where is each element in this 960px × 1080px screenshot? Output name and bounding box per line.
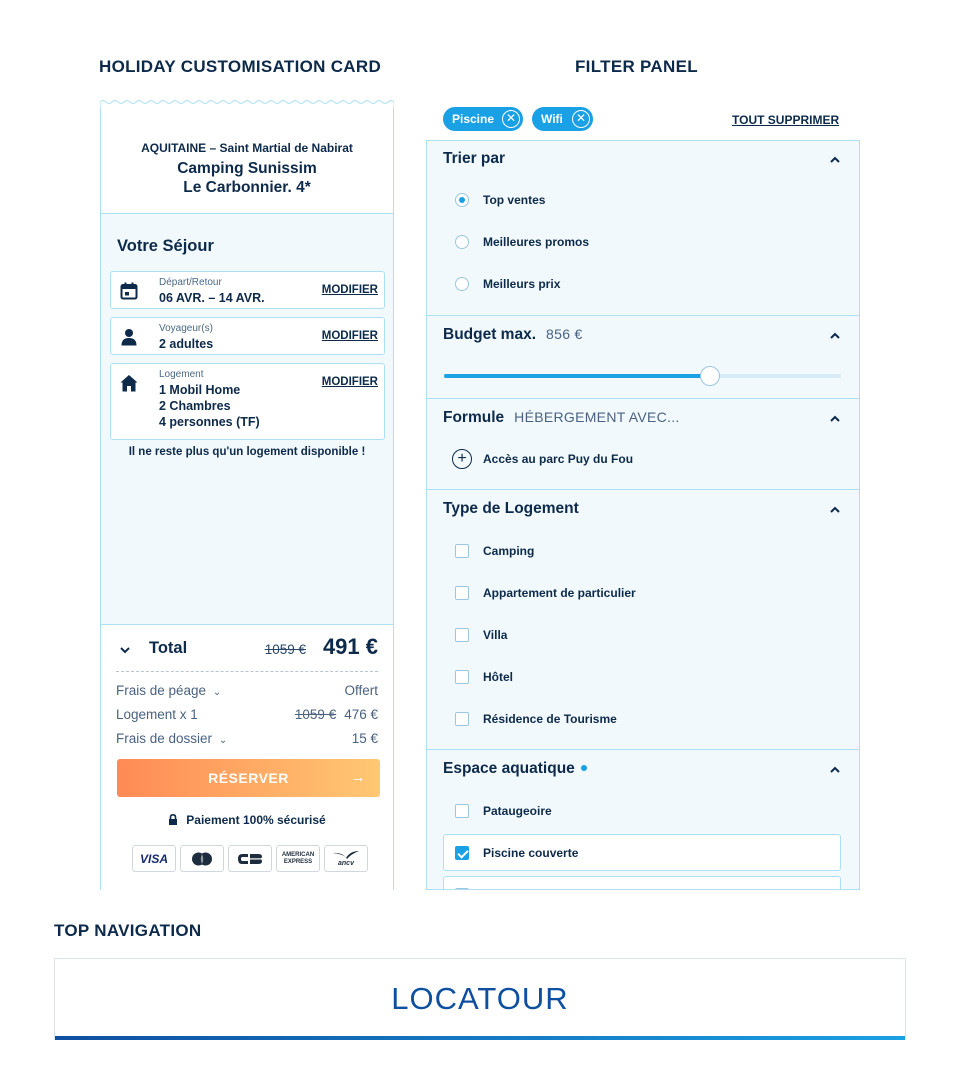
filter-chip-piscine[interactable] (443, 107, 523, 131)
formula-title (443, 409, 680, 427)
sort-option-label: Meilleurs prix (483, 277, 561, 291)
sort-section (427, 141, 859, 316)
nav-accent-bar (55, 1036, 905, 1040)
cb-card-icon (237, 852, 263, 866)
lodging-value (159, 382, 260, 430)
radio-unselected[interactable] (455, 277, 469, 291)
formula-value: HÉBERGEMENT AVEC... (514, 409, 680, 425)
dates-box (110, 271, 385, 309)
house-icon (120, 374, 138, 392)
aquatic-section (427, 750, 859, 890)
lodging-type-label: Résidence de Tourisme (483, 712, 617, 726)
budget-label: Budget max. (443, 326, 537, 343)
lodging-units: 1 Mobil Home (159, 383, 241, 397)
lodging-type-section (427, 490, 859, 750)
aquatic-title (443, 760, 587, 778)
holiday-customisation-card (100, 108, 394, 890)
checkbox[interactable] (455, 888, 469, 890)
destination-region: AQUITAINE – Saint Martial de Nabirat (141, 141, 353, 155)
dates-value: 06 AVR. – 14 AVR. (159, 291, 265, 305)
top-navigation-section-title: TOP NAVIGATION (54, 921, 202, 940)
checkbox-checked[interactable] (455, 846, 469, 860)
total-new-price: 491 € (322, 634, 378, 659)
card-header (101, 108, 393, 214)
lodging-type-title: Type de Logement (443, 500, 579, 517)
modify-travellers-link[interactable]: MODIFIER (321, 330, 378, 342)
lodging-box (110, 363, 385, 440)
filter-chip-label: Piscine (452, 112, 495, 126)
travellers-value: 2 adultes (159, 337, 214, 351)
chevron-down-icon[interactable]: ⌄ (212, 687, 222, 698)
modify-dates-link[interactable]: MODIFIER (321, 284, 378, 296)
amex-line2: EXPRESS (283, 858, 313, 865)
clear-all-filters-link[interactable]: TOUT SUPPRIMER (732, 113, 840, 127)
calendar-icon (120, 282, 138, 300)
lodging-cost-new: 476 € (344, 707, 378, 722)
aquatic-option-label: Piscine couverte (483, 846, 579, 860)
visa-logo-text: VISA (139, 851, 168, 866)
filter-panel (426, 140, 860, 890)
ancv-text: ancv (338, 860, 354, 867)
aquatic-option-label: Pataugeoire (483, 804, 552, 818)
holiday-card-section-title: HOLIDAY CUSTOMISATION CARD (99, 57, 382, 76)
travellers-box (110, 317, 385, 355)
bird-icon (332, 850, 360, 860)
ancv-logo (324, 845, 368, 872)
toll-fee-value: Offert (344, 683, 378, 698)
chevron-down-icon[interactable] (119, 644, 131, 656)
top-navigation-bar (54, 958, 906, 1040)
checkbox[interactable] (455, 670, 469, 684)
camping-name (101, 159, 393, 197)
camping-name-line2: Le Carbonnier. 4* (183, 179, 311, 196)
cb-logo (228, 845, 272, 872)
lodging-label: Logement (159, 369, 204, 380)
filter-chip-wifi[interactable] (532, 107, 593, 131)
dates-label: Départ/Retour (159, 277, 222, 288)
aquatic-option-partial-row (443, 876, 841, 890)
modify-lodging-link[interactable]: MODIFIER (321, 376, 378, 388)
sort-option-label: Top ventes (483, 193, 546, 207)
close-icon[interactable]: ✕ (572, 110, 590, 128)
camping-name-line1: Camping Sunissim (177, 160, 317, 177)
lodging-type-label: Appartement de particulier (483, 586, 636, 600)
secure-payment-note (101, 813, 393, 827)
file-fee-row[interactable] (116, 731, 378, 746)
checkbox[interactable] (455, 804, 469, 818)
budget-slider-handle[interactable] (700, 366, 720, 386)
visa-logo (132, 845, 176, 872)
toll-fee-row[interactable] (116, 683, 378, 698)
lodging-capacity: 4 personnes (TF) (159, 415, 260, 429)
reserve-button-label: RÉSERVER (208, 770, 289, 786)
dashed-divider (116, 671, 378, 672)
chevron-up-icon[interactable] (829, 505, 841, 515)
lodging-type-label: Villa (483, 628, 508, 642)
budget-section (427, 316, 859, 399)
person-icon (120, 328, 138, 346)
checkbox[interactable] (455, 586, 469, 600)
lodging-type-label: Camping (483, 544, 535, 558)
travellers-label: Voyageur(s) (159, 323, 213, 334)
reserve-button[interactable] (117, 759, 380, 797)
total-row[interactable] (119, 635, 378, 665)
total-old-price: 1059 € (264, 642, 306, 657)
locatour-logo[interactable]: LOCATOUR (391, 981, 569, 1016)
lodging-cost-row (116, 707, 378, 722)
lodging-cost-label: Logement x 1 (116, 707, 198, 722)
budget-title (443, 326, 583, 344)
formula-section (427, 399, 859, 490)
radio-selected[interactable] (455, 193, 469, 207)
checkbox[interactable] (455, 544, 469, 558)
budget-slider[interactable] (444, 374, 841, 378)
budget-slider-fill (444, 374, 710, 378)
arrow-right-icon: → (350, 769, 366, 786)
file-fee-value: 15 € (351, 731, 378, 746)
filter-panel-section-title: FILTER PANEL (575, 57, 698, 76)
toll-fee-label: Frais de péage (116, 683, 207, 698)
checkbox[interactable] (455, 628, 469, 642)
amex-line1: AMERICAN (281, 851, 315, 858)
close-icon[interactable]: ✕ (502, 110, 520, 128)
chevron-up-icon[interactable] (829, 155, 841, 165)
chevron-up-icon[interactable] (829, 331, 841, 341)
price-summary (101, 624, 393, 890)
filter-chip-label: Wifi (541, 112, 563, 126)
american-express-logo (276, 845, 320, 872)
mastercard-icon (190, 851, 214, 867)
formula-option-label: Accès au parc Puy du Fou (483, 452, 634, 466)
lodging-rooms: 2 Chambres (159, 399, 231, 413)
active-filter-dot (581, 765, 587, 771)
mastercard-logo (180, 845, 224, 872)
aquatic-label: Espace aquatique (443, 760, 575, 777)
radio-unselected[interactable] (455, 235, 469, 249)
sort-title: Trier par (443, 150, 506, 167)
lodging-cost-values (295, 707, 378, 722)
lock-icon (168, 814, 178, 825)
stay-title: Votre Séjour (117, 237, 214, 255)
lodging-cost-old: 1059 € (294, 707, 337, 722)
availability-notice: Il ne reste plus qu'un logement disponible ! (128, 446, 366, 458)
formula-label: Formule (443, 409, 505, 426)
file-fee-label: Frais de dossier (116, 731, 213, 746)
sort-option-label: Meilleures promos (483, 235, 590, 249)
budget-value: 856 € (546, 326, 583, 342)
secure-payment-label: Paiement 100% sécurisé (186, 813, 326, 827)
chevron-up-icon[interactable] (829, 765, 841, 775)
lodging-type-label: Hôtel (483, 670, 513, 684)
plus-icon[interactable]: + (452, 449, 472, 469)
chevron-up-icon[interactable] (829, 414, 841, 424)
total-label: Total (149, 639, 188, 657)
checkbox[interactable] (455, 712, 469, 726)
chevron-down-icon[interactable]: ⌄ (218, 735, 228, 746)
